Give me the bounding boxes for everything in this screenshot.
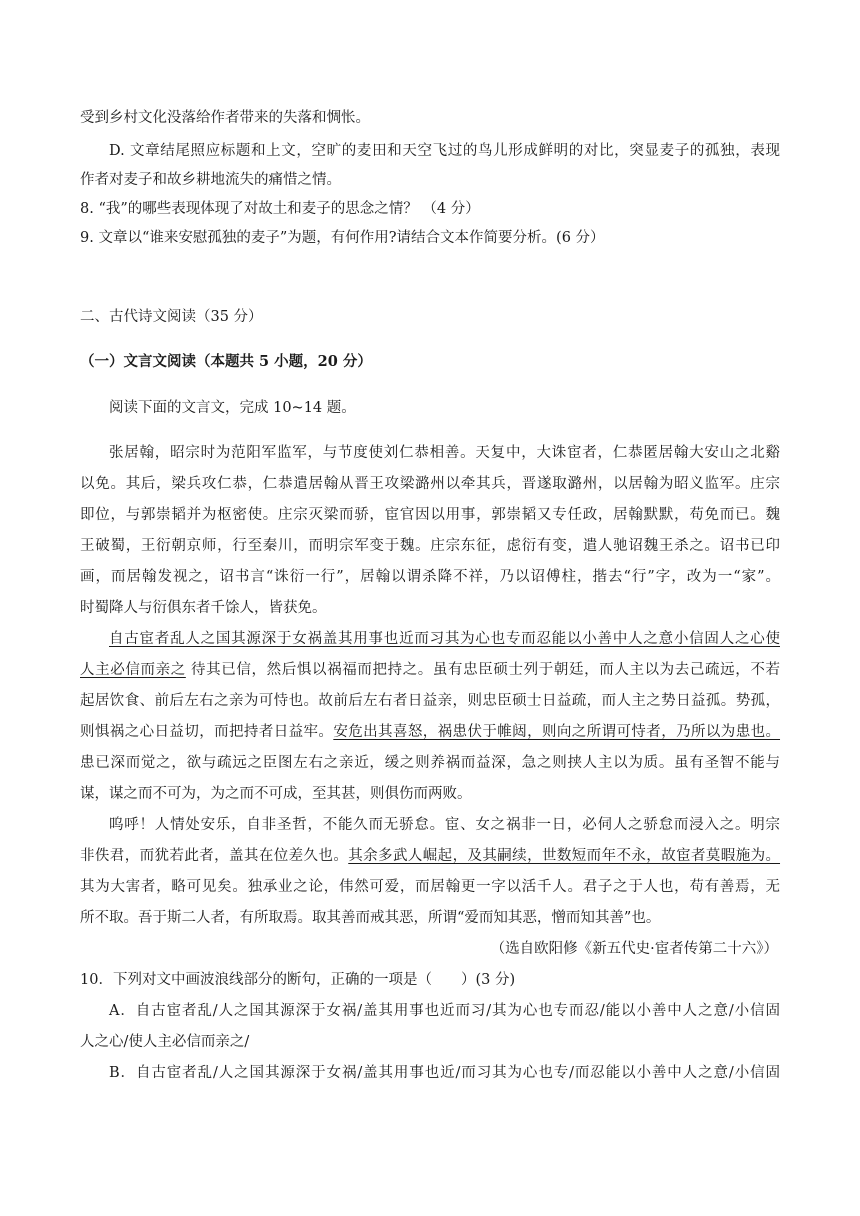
passage-p3-line-4: 所不取。吾于斯二人者，有所取焉。取其善而戒其恶，所谓“爱而知其恶，憎而知其善”也。 <box>80 910 661 926</box>
passage-source: （选自欧阳修《新五代史·宦者传第二十六》） <box>490 941 778 957</box>
option-d-line-1: D. 文章结尾照应标题和上文，空旷的麦田和天空飞过的鸟儿形成鲜明的对比，突显麦子的孤独，表现 <box>109 143 780 159</box>
passage-p1-line-4: 王破蜀，王衍朝京师，行至秦川，而明宗军变于魏。庄宗东征，虑衍有变，遣人驰诏魏王杀之。诏书已印 <box>80 538 780 554</box>
passage-p1-line-5: 画，而居翰发视之，诏书言“诛衍一行”，居翰以谓杀降不祥，乃以诏傅柱，揩去“行”字，改为一“家”。 <box>80 569 780 585</box>
passage-p3-line-3: 其为大害者，略可见矣。独承业之论，伟然可爱，而居翰更一字以活千人。君子之于人也，苟有善焉，无 <box>80 879 780 895</box>
question-10-option-a-line-2: 人之心/使人主必信而亲之/ <box>80 1034 250 1050</box>
question-8: 8. “我”的哪些表现体现了对故土和麦子的思念之情？ （4 分） <box>80 201 480 217</box>
question-9: 9. 文章以“谁来安慰孤独的麦子”为题，有何作用?请结合文本作简要分析。(6 分） <box>80 230 605 246</box>
passage-p2-wavy-line-2: 人主必信而亲之 <box>80 662 186 678</box>
passage-p2-line-4 <box>80 722 780 742</box>
question-10-option-a-line-1: A．自古宦者乱/人之国其源深于女祸/盖其用事也近而习/其为心也专而忍/能以小善中人之意/小信固 <box>109 1003 780 1019</box>
passage-underlined-sentence-2: 其余多武人崛起，及其嗣续，世数短而年不永，故宦者莫暇施为。 <box>348 848 781 864</box>
passage-p1-line-1: 张居翰，昭宗时为范阳军监军，与节度使刘仁恭相善。天复中，大诛宦者，仁恭匿居翰大安山之北谿 <box>109 445 780 461</box>
passage-p2-line-4-text: 则惧祸之心日益切，而把持者日益牢。 <box>80 724 334 740</box>
passage-underlined-sentence-1: 安危出其喜怒，祸患伏于帷闼，则向之所谓可恃者，乃所以为患也。 <box>333 724 781 740</box>
passage-p2-line-2 <box>80 660 780 680</box>
passage-p2-wavy-line-1: 自古宦者乱人之国其源深于女祸盖其用事也近而习其为心也专而忍能以小善中人之意小信固人之心使 <box>109 631 780 647</box>
passage-p2-line-2-text: 待其已信，然后惧以祸福而把持之。虽有忠臣硕士列于朝廷，而人主以为去己疏远，不若 <box>185 662 781 678</box>
option-c-continuation: 受到乡村文化没落给作者带来的失落和惆怅。 <box>80 110 370 126</box>
passage-p2-line-5: 患已深而觉之，欲与疏远之臣图左右之亲近，缓之则养祸而益深，急之则挟人主以为质。虽有圣智不能与 <box>80 755 780 771</box>
reading-instruction: 阅读下面的文言文，完成 10~14 题。 <box>109 400 356 416</box>
question-10-stem: 10．下列对文中画波浪线部分的断句，正确的一项是（ ）(3 分) <box>80 972 516 988</box>
passage-p2-line-6: 谋，谋之而不可为，为之而不可成，至其甚，则俱伤而两败。 <box>80 786 472 802</box>
passage-p3-line-2 <box>80 846 780 866</box>
passage-p1-line-2: 以免。其后，梁兵攻仁恭，仁恭遣居翰从晋王攻梁潞州以牵其兵，晋遂取潞州，以居翰为昭义监军。庄宗 <box>80 476 780 492</box>
question-10-option-b-line-1: B．自古宦者乱/人之国其源深于女祸/盖其用事也近/而习其为心也专/而忍能以小善中人之意/小信固 <box>109 1065 780 1081</box>
option-d-line-2: 作者对麦子和故乡耕地流失的痛惜之情。 <box>80 172 341 188</box>
section-2-title: 二、古代诗文阅读（35 分） <box>80 309 263 325</box>
passage-p3-line-2-text: 非佚君，而犹若此者，盖其在位差久也。 <box>80 848 349 864</box>
section-2-subtitle: （一）文言文阅读（本题共 5 小题，20 分） <box>80 353 372 370</box>
passage-p1-line-3: 即位，与郭崇韬并为枢密使。庄宗灭梁而骄，宦官因以用事，郭崇韬又专任政，居翰默默，苟免而已。魏 <box>80 507 780 523</box>
passage-p2-line-3: 起居饮食、前后左右之亲为可恃也。故前后左右者日益亲，则忠臣硕士日益疏，而人主之势日益孤。势孤， <box>80 693 780 709</box>
passage-p1-line-6: 时蜀降人与衍俱东者千馀人，皆获免。 <box>80 600 327 616</box>
passage-p3-line-1: 呜呼！人情处安乐，自非圣哲，不能久而无骄怠。宦、女之祸非一日，必伺人之骄怠而浸入之。明宗 <box>109 817 780 833</box>
